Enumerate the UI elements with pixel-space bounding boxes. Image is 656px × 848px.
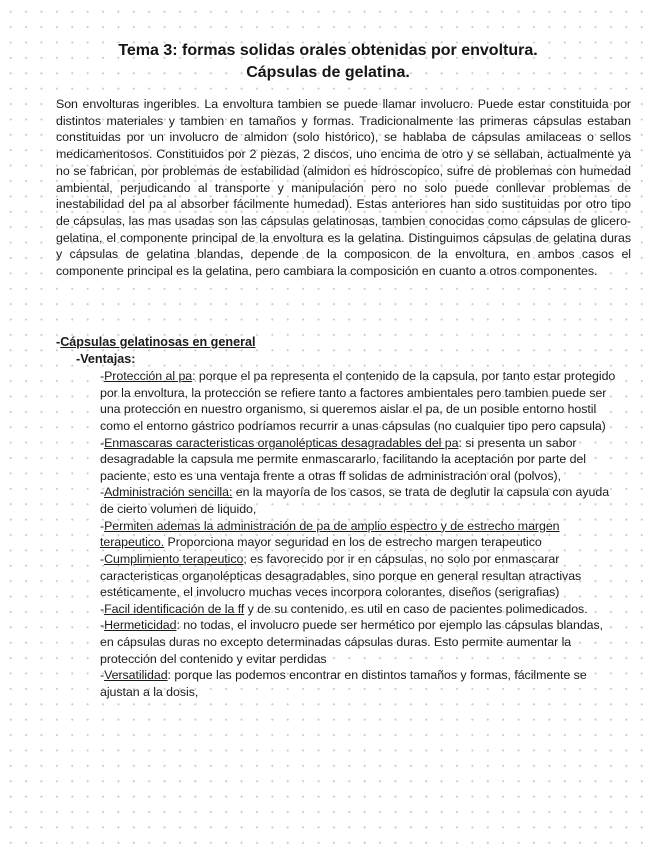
- list-item-term: Enmascaras caracteristicas organolépticas desagradables del pa: [104, 435, 459, 450]
- list-item: [100, 617, 620, 667]
- list-item: [100, 368, 620, 435]
- list-item-dash: -: [100, 369, 105, 383]
- list-item-text: en la mayoría de los casos, se trata de deglutir la capsula con ayuda de cierto volumen de liquido,: [100, 485, 610, 516]
- list-item-text: y de su contenido, es util en caso de pacientes polimedicados.: [244, 601, 588, 616]
- document-title: Tema 3: formas solidas orales obtenidas por envoltura.: [118, 42, 538, 59]
- list-item: [100, 435, 620, 485]
- list-item-dash: -: [100, 551, 105, 566]
- list-item-term: Administración sencilla:: [104, 485, 233, 500]
- list-item-text: ; es favorecido por ir en cápsulas, no solo por enmascarar caracteristicas organolépticas desagradables, sino porque en general resultan atractivas estéticamente, el involucro muchas veces incorpora colorantes, diseños (serigrafias): [100, 551, 582, 600]
- section-heading-text: Cápsulas gelatinosas en general: [60, 335, 256, 349]
- list-item-dash: -: [100, 668, 105, 683]
- list-item-dash: -: [100, 518, 105, 533]
- advantages-list: [100, 368, 620, 701]
- intro-paragraph: Son envolturas ingeribles. La envoltura tambien se puede llamar involucro. Puede estar constituida por distintos materiales y tambien en tamaños y formas. Tradicionalmente las primeras cápsulas estaban constituidas por un involucro de almidon (solo histórico), se hablaba de cápsulas amilaceas o sellos medicamentosos. Constituidos por 2 piezas, 2 discos, uno encima de otro y se sellaban, actualmente ya no se fabrican, por problemas de estabilidad (almidon es hidroscopico, sufre de problemas con humedad ambiental, perjudicando al transporte y manipulación pero no solo puede conllevar problemas de inestabilidad del pa al absorber fácilmente humedad). Estas anteriores han sido sustituidas por otro tipo de cápsulas, las mas usadas son las cápsulas gelatinosas, tambien conocidas como cápsulas de glicero-gelatina, el componente principal de la envoltura es la gelatina. Distinguimos cápsulas de gelatina duras y cápsulas de gelatina blandas, depende de la composicon de la envoltura, en ambos casos el componente principal es la gelatina, pero cambiara la composición en cuanto a otros componentes.: [56, 97, 631, 279]
- list-item-term: Versatilidad: [104, 668, 168, 683]
- list-item-dash: -: [100, 618, 105, 633]
- document-subtitle: Cápsulas de gelatina.: [246, 64, 410, 81]
- list-item: [100, 484, 620, 517]
- list-item-text: : porque el pa representa el contenido de la capsula, por tanto estar protegido por la envoltura, la protección se refiere tanto a factores ambientales pero tambien puede ser una protección en nuestro organismo, si queremos aislar el pa, de un posible entorno hostil como el entorno gástrico podríamos recurrir a unas cápsulas (no cualquier tipo pero capsula): [100, 369, 616, 433]
- list-item: [100, 667, 620, 700]
- section-heading-prefix: -: [56, 335, 61, 349]
- list-item-term: Permiten ademas la administración de pa de amplio espectro y de estrecho margen terapeutico.: [100, 518, 560, 550]
- list-item-text: Proporciona mayor seguridad en los de estrecho margen terapeutico: [164, 535, 542, 550]
- list-item-dash: -: [100, 435, 105, 450]
- list-item-term: Facil identificación de la ff: [104, 601, 245, 616]
- list-item: [100, 518, 620, 551]
- list-item-dash: -: [100, 485, 105, 500]
- list-item-term: Protección al pa: [104, 369, 193, 383]
- list-item-text: : no todas, el involucro puede ser hermético por ejemplo las cápsulas blandas, en cápsulas duras no excepto determinadas cápsulas duras. Esto permite aumentar la protección del contenido y evitar perdidas: [100, 618, 604, 666]
- list-item-term: Cumplimiento terapeutico: [104, 551, 244, 566]
- list-item-term: Hermeticidad: [104, 618, 177, 633]
- list-item-text: : si presenta un sabor desagradable la capsula me permite enmascararlo, facilitando la aceptación por parte del paciente, esto es una ventaja frente a otras ff solidas de administración oral (polvos),: [100, 435, 587, 483]
- section-heading: [56, 334, 255, 351]
- list-item: [100, 601, 620, 618]
- list-item-dash: -: [100, 601, 105, 616]
- list-item-text: : porque las podemos encontrar en distintos tamaños y formas, fácilmente se ajustan a la dosis,: [100, 668, 587, 699]
- advantages-heading: -Ventajas:: [76, 352, 136, 366]
- list-item: [100, 551, 620, 601]
